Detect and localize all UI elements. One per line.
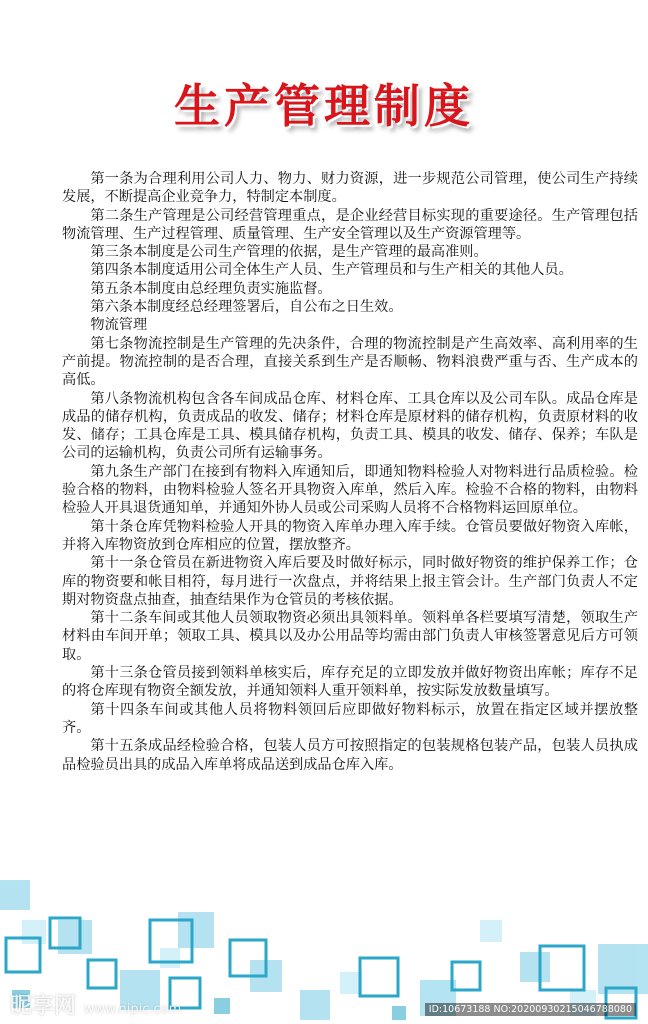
page-title: 生产管理制度 bbox=[174, 79, 474, 133]
document-body bbox=[62, 170, 638, 774]
paragraph: 第三条本制度是公司生产管理的依据，是生产管理的最高准则。 bbox=[90, 244, 488, 261]
paragraph: 第十条仓库凭物料检验人开具的物资入库单办理入库手续。仓管员要做好物资入库帐，并将入库物资放到仓库相应的位置，摆放整齐。 bbox=[62, 518, 638, 553]
section-heading: 物流管理 bbox=[90, 317, 148, 334]
watermark-logo bbox=[10, 989, 181, 1020]
paragraph: 第八条物流机构包含各车间成品仓库、材料仓库、工具仓库以及公司车队。成品仓库是成品的储存机构，负责成品的收发、储存；材料仓库是原材料的储存机构，负责原材料的收发、储存；工具仓库是工具、模具储存机构，负责工具、模具的收发、储存、保养；车队是公司的运输机构，负责公司所有运输事务。 bbox=[62, 390, 638, 462]
paragraph: 第十二条车间或其他人员领取物资必须出具领料单。领料单各栏要填写清楚，领取生产材料由车间开单；领取工具、模具以及办公用品等均需由部门负责人审核签署意见后方可领取。 bbox=[62, 610, 638, 663]
paragraph: 第一条为合理利用公司人力、物力、财力资源，进一步规范公司管理，使公司生产持续发展，不断提高企业竞争力，特制定本制度。 bbox=[62, 171, 638, 206]
paragraph: 第六条本制度经总经理签署后，自公布之日生效。 bbox=[90, 299, 403, 316]
paragraph: 第十五条成品经检验合格，包装人员方可按照指定的包装规格包装产品，包装人员执成品检验员出具的成品入库单将成品送到成品仓库入库。 bbox=[62, 738, 638, 773]
paragraph: 第十三条仓管员接到领料单核实后，库存充足的立即发放并做好物资出库帐；库存不足的将仓库现有物资全额发放，并通知领料人重开领料单，按实际发放数量填写。 bbox=[62, 665, 638, 700]
image-id-label: ID:10673188 NO:20200930215046788080 bbox=[425, 1003, 636, 1016]
watermark-brand: 昵享网 bbox=[10, 994, 77, 1019]
paragraph: 第十一条仓管员在新进物资入库后要及时做好标示，同时做好物资的维护保养工作；仓库的物资要和帐目相符，每月进行一次盘点，并将结果上报主管会计。生产部门负责人不定期对物资盘点抽查，抽查结果作为仓管员的考核依据。 bbox=[62, 555, 638, 608]
paragraph: 第七条物流控制是生产管理的先决条件，合理的物流控制是产生高效率、高利用率的生产前提。物流控制的是否合理，直接关系到生产是否顺畅、物料浪费严重与否、生产成本的高低。 bbox=[62, 335, 638, 389]
paragraph: 第十四条车间或其他人员将物料领回后应即做好物料标示，放置在指定区域并摆放整齐。 bbox=[62, 701, 638, 736]
paragraph: 第四条本制度适用公司全体生产人员、生产管理员和与生产相关的其他人员。 bbox=[90, 262, 573, 279]
paragraph: 第五条本制度由总经理负责实施监督。 bbox=[90, 280, 332, 297]
paragraph: 第二条生产管理是公司经营管理重点，是企业经营目标实现的重要途径。生产管理包括物流管理、生产过程管理、质量管理、生产安全管理以及生产资源管理等。 bbox=[62, 207, 638, 242]
watermark-url: www.nipic.com bbox=[83, 1002, 182, 1017]
paragraph: 第九条生产部门在接到有物料入库通知后，即通知物料检验人对物料进行品质检验。检验合格的物料，由物料检验人签名开具物资入库单，然后入库。检验不合格的物料，由物料检验人开具退货通知单，并通知外协人员或公司采购人员将不合格物料运回原单位。 bbox=[62, 463, 638, 517]
